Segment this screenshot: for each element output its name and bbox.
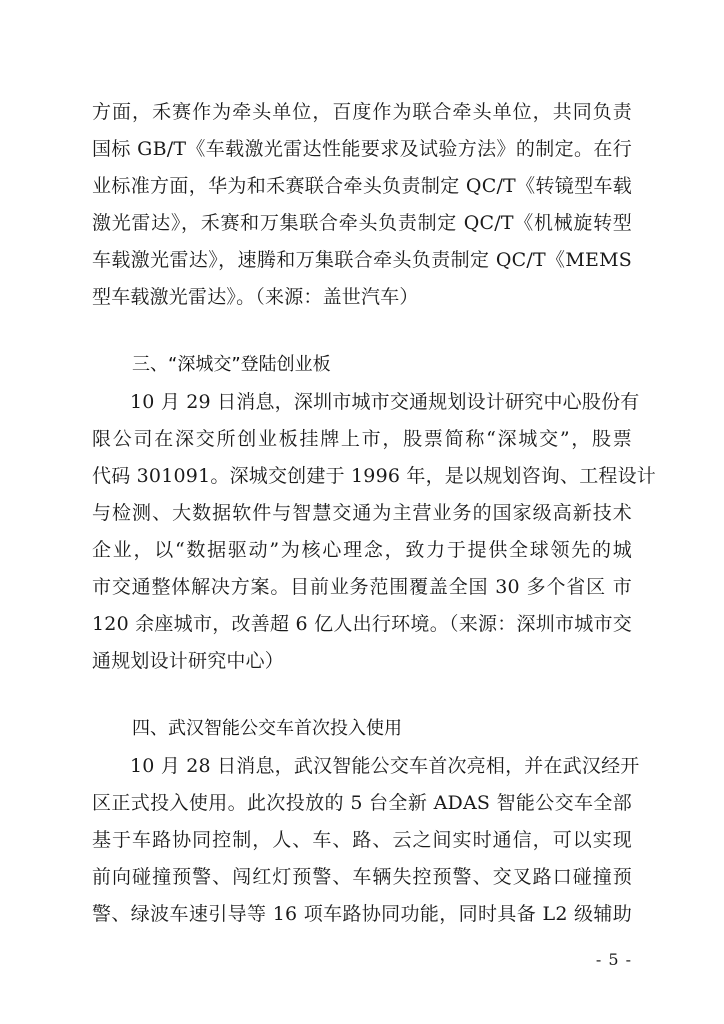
text-line: 车载激光雷达》，速腾和万集联合牵头负责制定 QC/T《MEMS [92,249,632,271]
text-line: 警、绿波车速引导等 16 项车路协同功能，同时具备 L2 级辅助 [92,903,632,925]
text-line: 业标准方面，华为和禾赛联合牵头负责制定 QC/T《转镜型车载 [92,175,632,197]
text-line: 方面，禾赛作为牵头单位，百度作为联合牵头单位，共同负责 [92,101,632,123]
text-line: 前向碰撞预警、闯红灯预警、车辆失控预警、交叉路口碰撞预 [92,866,632,888]
text-line: 10 月 28 日消息，武汉智能公交车首次亮相，并在武汉经开 [130,755,640,777]
text-line: 企业，以“数据驱动”为核心理念，致力于提供全球领先的城 [92,539,632,561]
text-line: 基于车路协同控制，人、车、路、云之间实时通信，可以实现 [92,829,632,851]
section-heading-3: 三、“深城交”登陆创业板 [132,354,331,375]
section-heading-4: 四、武汉智能公交车首次投入使用 [132,718,402,739]
text-line: 区正式投入使用。此次投放的 5 台全新 ADAS 智能公交车全部 [92,792,632,814]
text-line: 市交通整体解决方案。目前业务范围覆盖全国 30 多个省区 市 [92,576,632,598]
text-line: 国标 GB/T《车载激光雷达性能要求及试验方法》的制定。在行 [92,138,632,160]
text-line: 通规划设计研究中心） [92,650,285,672]
text-line: 与检测、大数据软件与智慧交通为主营业务的国家级高新技术 [92,502,632,524]
text-line: 代码 301091。深城交创建于 1996 年，是以规划咨询、工程设计 [92,465,657,487]
text-line: 限公司在深交所创业板挂牌上市，股票简称“深城交”，股票 [92,428,632,450]
text-line: 激光雷达》，禾赛和万集联合牵头负责制定 QC/T《机械旋转型 [92,212,632,234]
page-number: - 5 - [595,950,632,969]
text-line: 120 余座城市，改善超 6 亿人出行环境。（来源：深圳市城市交 [92,613,632,635]
text-line: 10 月 29 日消息，深圳市城市交通规划设计研究中心股份有 [130,391,640,413]
text-line: 型车载激光雷达》。（来源：盖世汽车） [92,286,419,308]
